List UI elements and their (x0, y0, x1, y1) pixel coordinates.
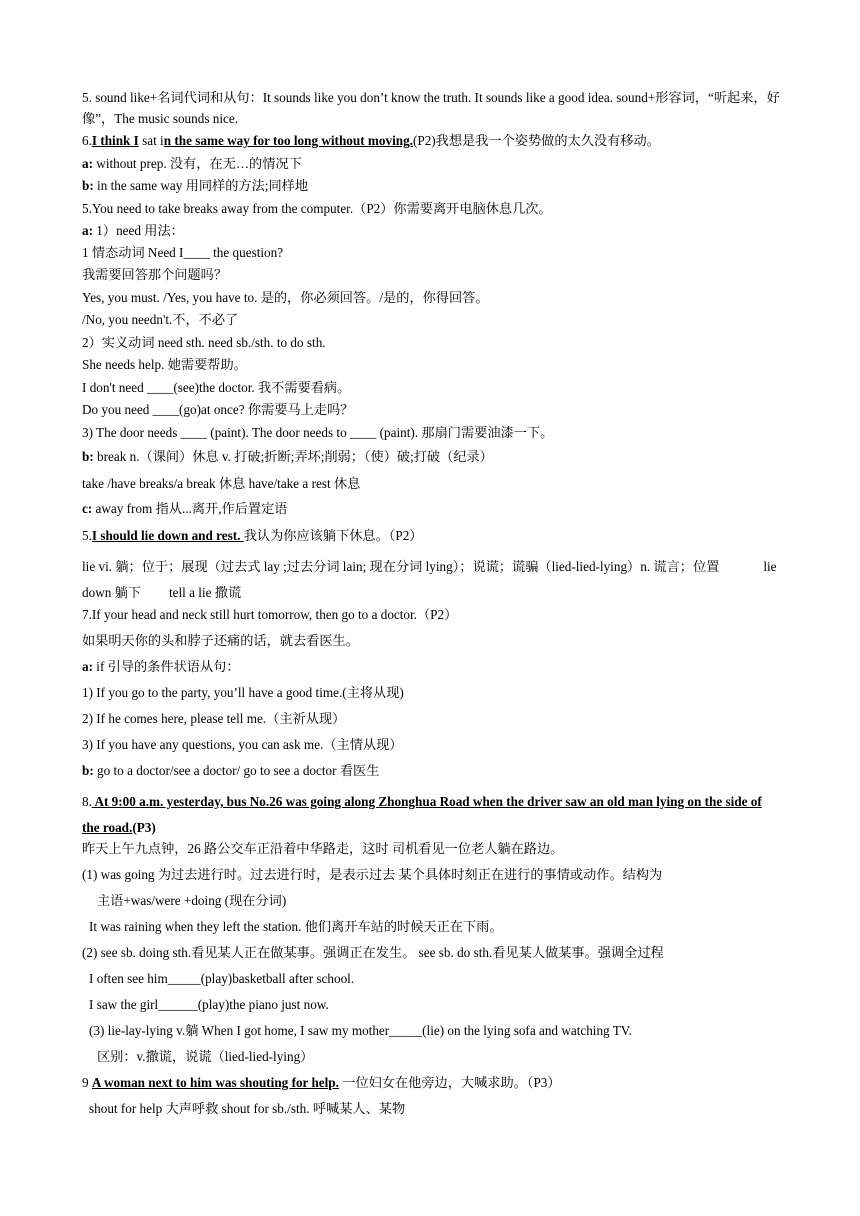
sentence-heading: 8. At 9:00 a.m. yesterday, bus No.26 was going along Zhonghua Road when the driver saw an old man lying on the side of the road.(P3) (82, 794, 762, 835)
sentence-heading: 7.If your head and neck still hurt tomorrow, then go to a doctor.（P2） (82, 607, 458, 622)
text-line: 如果明天你的头和脖子还痛的话，就去看医生。 (82, 633, 359, 648)
text-line: 2) If he comes here, please tell me.（主祈从现） (82, 711, 346, 726)
text-line: 1 情态动词 Need I____ the question? (82, 245, 284, 260)
text-line: b: break n.（课间）休息 v. 打破;折断;弄坏;削弱；（使）破;打破（纪录） (82, 449, 493, 464)
text-line: 我需要回答那个问题吗？ (82, 267, 228, 282)
sentence-heading: 5.You need to take breaks away from the computer.（P2）你需要离开电脑休息几次。 (82, 201, 552, 216)
text-line: a: 1）need 用法： (82, 223, 184, 238)
text-line: It was raining when they left the station. 他们离开车站的时候天正在下雨。 (89, 919, 503, 934)
text-line: lie vi. 躺；位于；展现（过去式 lay ;过去分词 lain; 现在分词 lying）；说谎；谎骗（lied-lied-lying）n. 谎言；位置 lie down 躺下 tell a lie 撒谎 (82, 559, 777, 600)
text-line: /No, you needn't.不，不必了 (82, 312, 239, 327)
text-line: (3) lie-lay-lying v.躺 When I got home, I saw my mother_____(lie) on the lying sofa and watching TV. (89, 1023, 632, 1038)
text-line: She needs help. 她需要帮助。 (82, 357, 247, 372)
text-line: 3) The door needs ____ (paint). The door needs to ____ (paint). 那扇门需要油漆一下。 (82, 425, 554, 440)
text-line: 1) If you go to the party, you’ll have a good time.(主将从现) (82, 685, 404, 700)
text-line: c: away from 指从...离开,作后置定语 (82, 501, 288, 516)
text-line: a: without prep. 没有，在无…的情况下 (82, 156, 302, 171)
text-line: shout for help 大声呼救 shout for sb./sth. 呼喊某人、某物 (89, 1101, 406, 1116)
text-line: a: if 引导的条件状语从句： (82, 659, 240, 674)
text-line: (2) see sb. doing sth.看见某人正在做某事。强调正在发生。 see sb. do sth.看见某人做某事。强调全过程 (82, 945, 664, 960)
text-line: b: in the same way 用同样的方法;同样地 (82, 178, 309, 193)
text-line: 主语+was/were +doing (现在分词) (97, 893, 287, 908)
text-line: I often see him_____(play)basketball after school. (89, 971, 355, 986)
sentence-heading: 9 A woman next to him was shouting for help. 一位妇女在他旁边，大喊求助。（P3） (82, 1075, 561, 1090)
text-line: Yes, you must. /Yes, you have to. 是的，你必须回答。/是的，你得回答。 (82, 290, 489, 305)
text-line: I saw the girl______(play)the piano just now. (89, 997, 329, 1012)
text-line: b: go to a doctor/see a doctor/ go to see a doctor 看医生 (82, 763, 380, 778)
text-line: take /have breaks/a break 休息 have/take a rest 休息 (82, 476, 361, 491)
text-line: 昨天上午九点钟，26 路公交车正沿着中华路走，这时 司机看见一位老人躺在路边。 (82, 841, 564, 856)
text-line: (1) was going 为过去进行时。过去进行时，是表示过去 某个具体时刻正在进行的事情或动作。结构为 (82, 867, 663, 882)
text-line: 3) If you have any questions, you can ask me.（主情从现） (82, 737, 403, 752)
sentence-heading: 6.I think I sat in the same way for too long without moving.(P2)我想是我一个姿势做的太久没有移动。 (82, 133, 660, 148)
text-line: Do you need ____(go)at once? 你需要马上走吗？ (82, 402, 354, 417)
text-line: I don't need ____(see)the doctor. 我不需要看病。 (82, 380, 351, 395)
text-line: 区别：v.撒谎，说谎（lied-lied-lying） (97, 1049, 314, 1064)
text-line: 5. sound like+名词代词和从句：It sounds like you don’t know the truth. It sounds like a good idea. sound+形容词，“听起来，好像”，The music sounds nice. (82, 90, 780, 126)
text-line: 2）实义动词 need sth. need sb./sth. to do sth. (82, 335, 326, 350)
sentence-heading: 5.I should lie down and rest. 我认为你应该躺下休息。（P2） (82, 528, 423, 543)
